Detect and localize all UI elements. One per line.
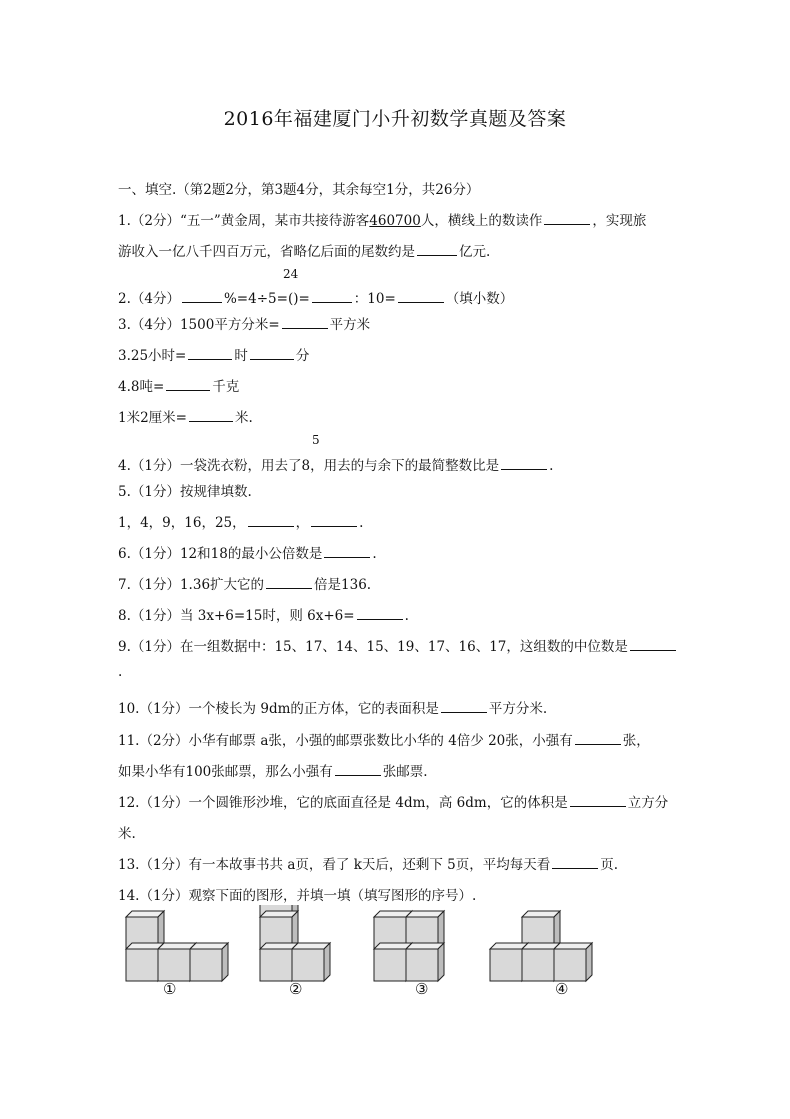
answer-blank[interactable] (166, 389, 210, 391)
question-7: 7.（1分）1.36扩大它的 倍是136. (118, 577, 372, 593)
answer-blank[interactable] (417, 254, 457, 256)
page-title: 2016年福建厦门小升初数学真题及答案 (223, 108, 567, 130)
answer-blank[interactable] (398, 301, 444, 303)
question-9-line-2: . (118, 664, 123, 680)
answer-blank[interactable] (570, 805, 626, 807)
cube-figures (118, 905, 638, 1015)
question-14: 14.（1分）观察下面的图形，并填一填（填写图形的序号）. (118, 888, 477, 904)
figure-label-2: ② (289, 980, 303, 998)
answer-blank[interactable] (501, 468, 547, 470)
question-10: 10.（1分）一个棱长为 9dm的正方体，它的表面积是 平方分米. (118, 701, 548, 717)
question-5-line-1: 5.（1分）按规律填数. (118, 484, 252, 500)
answer-blank[interactable] (630, 649, 676, 651)
figure-label-3: ③ (415, 980, 429, 998)
answer-blank[interactable] (282, 327, 328, 329)
question-6: 6.（1分）12和18的最小公倍数是 . (118, 546, 377, 562)
answer-blank[interactable] (552, 867, 598, 869)
answer-blank[interactable] (324, 556, 370, 558)
figure-label-1: ① (163, 980, 177, 998)
cube-stack-2 (260, 905, 330, 981)
question-3-line-1: 3.（4分）1500平方分米= 平方米 (118, 317, 371, 333)
fraction-numerator: 24 (283, 267, 299, 281)
answer-blank[interactable] (248, 525, 294, 527)
cube-stack-1 (126, 911, 228, 981)
fraction-denominator: () (287, 291, 299, 307)
question-11-line-2: 如果小华有100张邮票，那么小强有 张邮票. (118, 764, 428, 780)
visitor-count: 460700 (369, 213, 421, 229)
answer-blank[interactable] (335, 774, 381, 776)
question-1-line-1: 1.（2分）“五一”黄金周，某市共接待游客460700人，横线上的数读作 ，实现旅 (118, 213, 647, 229)
question-3-line-3: 4.8吨= 千克 (118, 379, 240, 395)
question-13: 13.（1分）有一本故事书共 a页，看了 k天后，还剩下 5页，平均每天看 页. (118, 857, 619, 873)
question-5-line-2: 1，4，9，16，25， ， . (118, 515, 364, 531)
question-1-line-2: 游收入一亿八千四百万元，省略亿后面的尾数约是 亿元. (118, 244, 491, 260)
answer-blank[interactable] (250, 358, 294, 360)
question-12-line-2: 米. (118, 826, 136, 842)
fraction-denominator: 8 (301, 458, 311, 474)
section-heading: 一、填空.（第2题2分，第3题4分，其余每空1分，共26分） (118, 182, 480, 198)
answer-blank[interactable] (266, 587, 312, 589)
answer-blank[interactable] (357, 618, 403, 620)
answer-blank[interactable] (441, 711, 487, 713)
question-2: 2.（4分） %=4÷5=()= ：10= （填小数） (118, 291, 514, 307)
question-3-line-2: 3.25小时= 时 分 (118, 348, 310, 364)
question-9-line-1: 9.（1分）在一组数据中：15、17、14、15、19、17、16、17，这组数的中位数是 (118, 635, 678, 655)
answer-blank[interactable] (575, 743, 621, 745)
fraction-numerator: 5 (312, 433, 320, 447)
answer-blank[interactable] (312, 301, 352, 303)
question-3-line-4: 1米2厘米= 米. (118, 410, 253, 426)
answer-blank[interactable] (182, 301, 222, 303)
figure-label-4: ④ (555, 980, 569, 998)
cube-stack-4 (490, 911, 592, 981)
answer-blank[interactable] (189, 420, 233, 422)
question-12-line-1: 12.（1分）一个圆锥形沙堆，它的底面直径是 4dm，高 6dm，它的体积是 立方分 (118, 795, 669, 811)
answer-blank[interactable] (544, 223, 590, 225)
question-4: 4.（1分）一袋洗衣粉，用去了8，用去的与余下的最简整数比是 . (118, 458, 554, 474)
answer-blank[interactable] (188, 358, 232, 360)
question-8: 8.（1分）当 3x+6=15时，则 6x+6= . (118, 608, 409, 624)
answer-blank[interactable] (311, 525, 357, 527)
cube-stack-3 (374, 911, 444, 981)
question-11-line-1: 11.（2分）小华有邮票 a张，小强的邮票张数比小华的 4倍少 20张，小强有 张， (118, 733, 650, 749)
